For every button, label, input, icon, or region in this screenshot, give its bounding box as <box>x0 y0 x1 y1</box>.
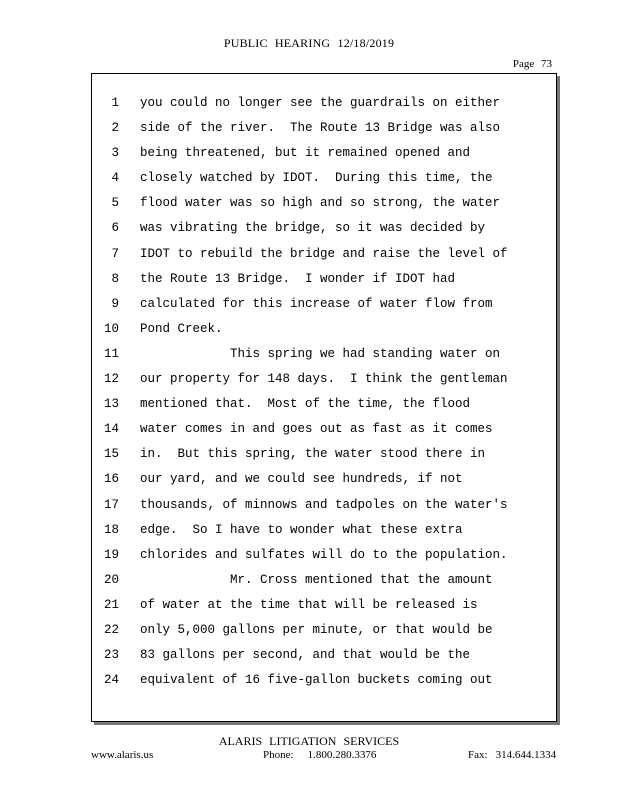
fax-number: 314.644.1334 <box>495 749 557 761</box>
line-text: only 5,000 gallons per minute, or that would be <box>140 622 493 637</box>
line-number: 7 <box>111 246 119 261</box>
line-text: closely watched by IDOT. During this time, the <box>140 171 493 186</box>
line-text: of water at the time that will be released is <box>140 597 478 612</box>
website-link[interactable]: www.alaris.us <box>91 749 154 761</box>
fax-label: Fax: <box>468 749 488 761</box>
transcript-line <box>92 643 556 668</box>
line-text: side of the river. The Route 13 Bridge was also <box>140 121 501 136</box>
line-number: 17 <box>103 497 119 512</box>
line-number: 8 <box>111 271 119 286</box>
transcript-line <box>92 467 556 492</box>
line-number: 15 <box>103 447 119 462</box>
transcript-line <box>92 292 556 317</box>
line-number: 5 <box>111 196 119 211</box>
transcript-line <box>92 568 556 593</box>
line-number: 19 <box>103 547 119 562</box>
phone-info <box>263 749 376 761</box>
line-text: in. But this spring, the water stood there in <box>140 447 486 462</box>
line-text: our yard, and we could see hundreds, if not <box>140 472 463 487</box>
line-number: 21 <box>103 597 119 612</box>
line-number: 16 <box>103 472 119 487</box>
line-number: 24 <box>103 673 119 688</box>
line-number: 14 <box>103 422 119 437</box>
line-text: IDOT to rebuild the bridge and raise the level of <box>140 246 508 261</box>
line-text: was vibrating the bridge, so it was decided by <box>140 221 486 236</box>
line-text: calculated for this increase of water flow from <box>140 296 493 311</box>
line-text: water comes in and goes out as fast as it comes <box>140 422 493 437</box>
transcript-line <box>92 216 556 241</box>
transcript-line <box>92 518 556 543</box>
transcript-line <box>92 493 556 518</box>
line-number: 9 <box>111 296 119 311</box>
line-number: 1 <box>111 96 119 110</box>
phone-number: 1.800.280.3376 <box>307 749 377 761</box>
transcript-line <box>92 141 556 166</box>
fax-info <box>468 749 556 761</box>
line-text: 83 gallons per second, and that would be the <box>140 648 471 663</box>
transcript-line <box>92 618 556 643</box>
line-number: 6 <box>111 221 119 236</box>
transcript-line <box>92 191 556 216</box>
company-name: ALARIS LITIGATION SERVICES <box>218 734 400 748</box>
line-number: 18 <box>103 522 119 537</box>
transcript-lines <box>92 91 556 693</box>
line-text: our property for 148 days. I think the gentleman <box>140 372 508 387</box>
line-number: 4 <box>111 171 119 186</box>
transcript-line <box>92 392 556 417</box>
transcript-line <box>92 367 556 392</box>
line-number: 22 <box>103 622 119 637</box>
transcript-line <box>92 267 556 292</box>
line-number: 12 <box>103 372 119 387</box>
transcript-line <box>92 166 556 191</box>
page-number: Page 73 <box>512 58 552 70</box>
line-number: 23 <box>103 648 119 663</box>
line-text: mentioned that. Most of the time, the flood <box>140 397 471 412</box>
line-text: Mr. Cross mentioned that the amount <box>140 572 493 587</box>
line-text: Pond Creek. <box>140 321 223 336</box>
transcript-line <box>92 543 556 568</box>
transcript-line <box>92 668 556 693</box>
transcript-line <box>92 242 556 267</box>
line-text: This spring we had standing water on <box>140 346 501 361</box>
line-number: 11 <box>103 346 119 361</box>
line-text: being threatened, but it remained opened and <box>140 146 471 161</box>
line-number: 3 <box>111 146 119 161</box>
hearing-title: PUBLIC HEARING 12/18/2019 <box>223 36 395 50</box>
line-text: flood water was so high and so strong, the water <box>140 196 501 211</box>
line-text: the Route 13 Bridge. I wonder if IDOT had <box>140 271 456 286</box>
line-number: 20 <box>103 572 119 587</box>
line-number: 2 <box>111 121 119 136</box>
transcript-line <box>92 317 556 342</box>
line-number: 10 <box>103 321 119 336</box>
line-text: thousands, of minnows and tadpoles on the water's <box>140 497 508 512</box>
transcript-line <box>92 417 556 442</box>
transcript-line <box>92 342 556 367</box>
line-number: 13 <box>103 397 119 412</box>
line-text: equivalent of 16 five-gallon buckets coming out <box>140 673 493 688</box>
phone-label: Phone: <box>263 749 294 761</box>
transcript-line <box>92 593 556 618</box>
line-text: chlorides and sulfates will do to the population. <box>140 547 508 562</box>
transcript-page-frame <box>91 73 557 722</box>
transcript-line <box>92 442 556 467</box>
transcript-line <box>92 116 556 141</box>
line-text: you could no longer see the guardrails on either <box>140 96 501 110</box>
transcript-line <box>92 91 556 116</box>
line-text: edge. So I have to wonder what these extra <box>140 522 463 537</box>
